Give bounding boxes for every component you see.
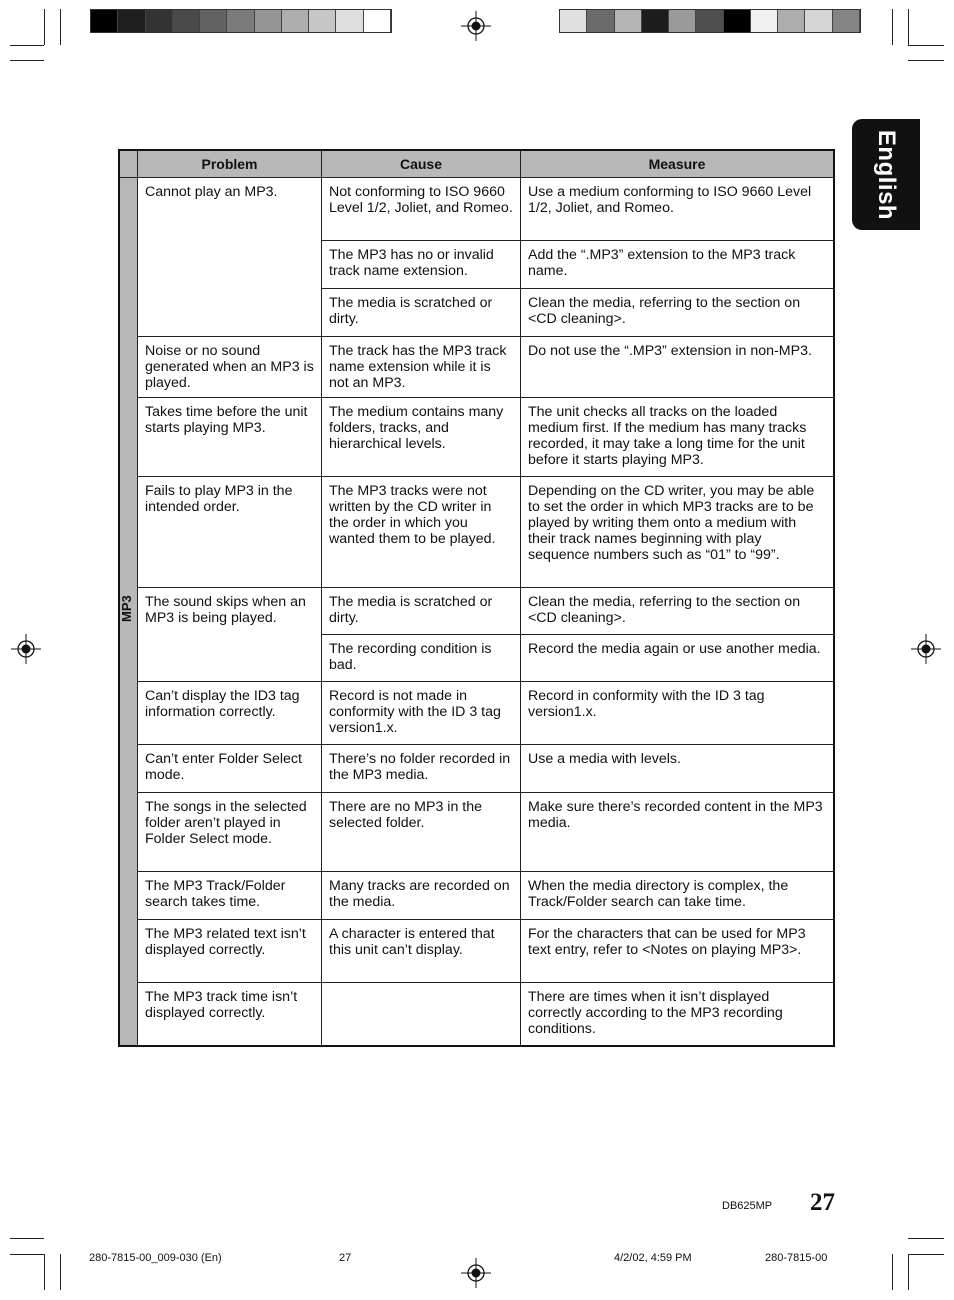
problem-cell: The sound skips when an MP3 is being played. (138, 588, 322, 682)
crop-mark (60, 1254, 61, 1290)
measure-cell: The unit checks all tracks on the loaded medium first. If the medium has many tracks recorded, it may take a long time for the unit before it starts playing MP3. (521, 398, 835, 477)
table-row (119, 588, 834, 635)
color-swatch (751, 10, 778, 32)
problem-cell: The songs in the selected folder aren’t played in Folder Select mode. (138, 793, 322, 872)
cause-cell: The recording condition is bad. (322, 635, 521, 682)
color-swatch (118, 10, 145, 32)
footer-code: 280-7815-00 (765, 1252, 828, 1264)
footer-file-name: 280-7815-00_009-030 (En) (89, 1252, 222, 1264)
registration-mark-icon (461, 11, 491, 41)
measure-cell: When the media directory is complex, the Track/Folder search can take time. (521, 872, 835, 920)
measure-cell: Record in conformity with the ID 3 tag version1.x. (521, 682, 835, 745)
cause-cell: Record is not made in conformity with the ID 3 tag version1.x. (322, 682, 521, 745)
cause-cell: The MP3 has no or invalid track name extension. (322, 241, 521, 289)
measure-cell: Depending on the CD writer, you may be able to set the order in which MP3 tracks are to be played by writing them onto a medium with their track names beginning with play sequence numbers such as “01” to “99”. (521, 477, 835, 588)
cause-cell (322, 983, 521, 1047)
crop-mark (10, 1254, 44, 1255)
table-row (119, 920, 834, 983)
problem-cell: The MP3 track time isn’t displayed correctly. (138, 983, 322, 1047)
color-swatch (227, 10, 254, 32)
color-swatch (336, 10, 363, 32)
group-label: MP3 (119, 594, 134, 622)
problem-cell: Can’t enter Folder Select mode. (138, 745, 322, 793)
measure-cell: Use a medium conforming to ISO 9660 Level 1/2, Joliet, and Romeo. (521, 178, 835, 241)
crop-mark (908, 1238, 944, 1239)
crop-mark (10, 60, 44, 61)
table-row (119, 477, 834, 588)
header-measure: Measure (521, 150, 835, 178)
table-row (119, 793, 834, 872)
cause-cell: There are no MP3 in the selected folder. (322, 793, 521, 872)
crop-mark (908, 1254, 944, 1255)
model-number: DB625MP (722, 1200, 773, 1212)
table-header-row (119, 150, 834, 178)
group-label-cell (119, 178, 138, 1047)
crop-mark (892, 9, 893, 45)
troubleshooting-table (118, 149, 835, 1047)
header-cause: Cause (322, 150, 521, 178)
footer-date: 4/2/02, 4:59 PM (614, 1252, 692, 1264)
color-swatch (200, 10, 227, 32)
cause-cell: Many tracks are recorded on the media. (322, 872, 521, 920)
color-calibration-bar-right (559, 9, 861, 33)
crop-mark (908, 45, 944, 46)
language-tab-label: English (873, 129, 900, 220)
color-swatch (364, 10, 391, 32)
crop-mark (892, 1254, 893, 1290)
color-swatch (833, 10, 860, 32)
color-swatch (615, 10, 642, 32)
measure-cell: Clean the media, referring to the section on <CD cleaning>. (521, 289, 835, 337)
color-swatch (642, 10, 669, 32)
registration-mark-icon (461, 1258, 491, 1288)
language-tab (852, 119, 920, 230)
measure-cell: Clean the media, referring to the section on <CD cleaning>. (521, 588, 835, 635)
crop-mark (60, 9, 61, 45)
registration-mark-icon (11, 634, 41, 664)
cause-cell: The MP3 tracks were not written by the CD writer in the order in which you wanted them to be played. (322, 477, 521, 588)
color-swatch (778, 10, 805, 32)
cause-cell: Not conforming to ISO 9660 Level 1/2, Joliet, and Romeo. (322, 178, 521, 241)
color-swatch (587, 10, 614, 32)
header-problem: Problem (138, 150, 322, 178)
color-swatch (173, 10, 200, 32)
crop-mark (908, 1254, 909, 1290)
crop-mark (908, 9, 909, 45)
color-swatch (669, 10, 696, 32)
color-swatch (282, 10, 309, 32)
crop-mark (44, 1254, 45, 1290)
measure-cell: Add the “.MP3” extension to the MP3 track name. (521, 241, 835, 289)
cause-cell: The media is scratched or dirty. (322, 588, 521, 635)
problem-cell: Noise or no sound generated when an MP3 is played. (138, 337, 322, 398)
color-swatch (805, 10, 832, 32)
color-swatch (309, 10, 336, 32)
table-row (119, 178, 834, 241)
registration-mark-icon (911, 634, 941, 664)
measure-cell: Record the media again or use another media. (521, 635, 835, 682)
color-calibration-bar-left (90, 9, 392, 33)
cause-cell: The track has the MP3 track name extension while it is not an MP3. (322, 337, 521, 398)
measure-cell: Use a media with levels. (521, 745, 835, 793)
table-row (119, 682, 834, 745)
color-swatch (146, 10, 173, 32)
page-number: 27 (810, 1189, 835, 1216)
problem-cell: Takes time before the unit starts playing MP3. (138, 398, 322, 477)
crop-mark (10, 1238, 44, 1239)
table-row (119, 337, 834, 398)
table-row (119, 398, 834, 477)
header-spacer (119, 150, 138, 178)
cause-cell: The media is scratched or dirty. (322, 289, 521, 337)
cause-cell: The medium contains many folders, tracks, and hierarchical levels. (322, 398, 521, 477)
measure-cell: Make sure there’s recorded content in the MP3 media. (521, 793, 835, 872)
crop-mark (10, 45, 44, 46)
problem-cell: The MP3 related text isn’t displayed correctly. (138, 920, 322, 983)
table-row (119, 983, 834, 1047)
measure-cell: There are times when it isn’t displayed correctly according to the MP3 recording conditions. (521, 983, 835, 1047)
color-swatch (560, 10, 587, 32)
measure-cell: For the characters that can be used for MP3 text entry, refer to <Notes on playing MP3>. (521, 920, 835, 983)
measure-cell: Do not use the “.MP3” extension in non-MP3. (521, 337, 835, 398)
problem-cell: Can’t display the ID3 tag information correctly. (138, 682, 322, 745)
cause-cell: There’s no folder recorded in the MP3 media. (322, 745, 521, 793)
color-swatch (724, 10, 751, 32)
cause-cell: A character is entered that this unit can’t display. (322, 920, 521, 983)
color-swatch (255, 10, 282, 32)
problem-cell: Fails to play MP3 in the intended order. (138, 477, 322, 588)
table-row (119, 745, 834, 793)
color-swatch (696, 10, 723, 32)
problem-cell: The MP3 Track/Folder search takes time. (138, 872, 322, 920)
table-row (119, 872, 834, 920)
color-swatch (91, 10, 118, 32)
crop-mark (44, 9, 45, 45)
crop-mark (908, 60, 944, 61)
problem-cell: Cannot play an MP3. (138, 178, 322, 337)
footer-page: 27 (339, 1252, 352, 1264)
